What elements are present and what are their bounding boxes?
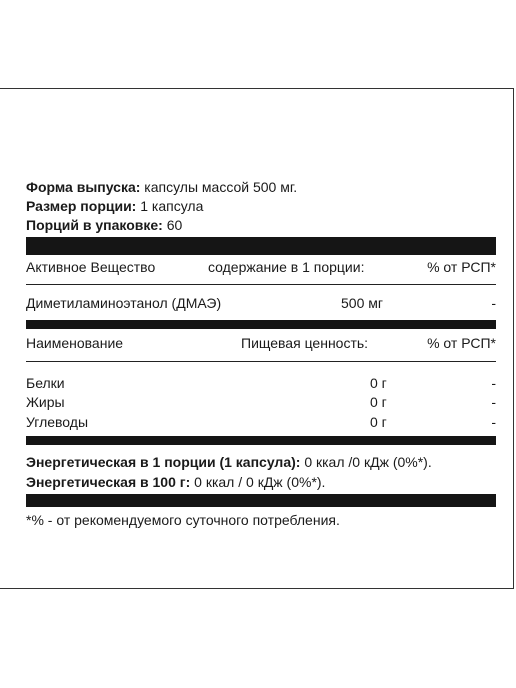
- divider: [26, 361, 496, 362]
- nutrition-header-rsp: % от РСП*: [427, 335, 496, 351]
- thick-divider-bottom: [26, 494, 496, 507]
- energy-per-100g-value: 0 ккал / 0 кДж (0%*).: [190, 474, 326, 490]
- energy-per-serving: [26, 453, 432, 471]
- nutrient-rsp: -: [491, 375, 496, 391]
- nutrient-name: Белки: [26, 375, 65, 391]
- nutrient-rsp: -: [491, 394, 496, 410]
- thick-divider-top: [26, 237, 496, 255]
- active-row-rsp: -: [491, 295, 496, 311]
- energy-per-serving-label: Энергетическая в 1 порции (1 капсула):: [26, 454, 301, 470]
- form-value: капсулы массой 500 мг.: [140, 179, 298, 195]
- active-row-name: Диметиламиноэтанол (ДМАЭ): [26, 295, 222, 311]
- nutrient-name: Углеводы: [26, 414, 89, 430]
- energy-per-serving-value: 0 ккал /0 кДж (0%*).: [300, 454, 432, 470]
- form-line: [26, 178, 297, 196]
- serving-label: Размер порции:: [26, 198, 137, 214]
- active-header-rsp: % от РСП*: [427, 259, 496, 275]
- divider: [26, 284, 496, 285]
- nutrient-value: 0 г: [370, 394, 387, 410]
- nutrient-rsp: -: [491, 414, 496, 430]
- form-label: Форма выпуска:: [26, 179, 141, 195]
- energy-per-100g: [26, 473, 325, 491]
- nutrient-value: 0 г: [370, 414, 387, 430]
- nutrition-header-name: Наименование: [26, 335, 124, 351]
- serving-value: 1 капсула: [136, 198, 204, 214]
- active-row-content: 500 мг: [341, 295, 383, 311]
- active-header-content: содержание в 1 порции:: [208, 259, 365, 275]
- serving-line: [26, 197, 203, 215]
- footnote: *% - от рекомендуемого суточного потребления.: [26, 512, 340, 528]
- servings-label: Порций в упаковке:: [26, 217, 163, 233]
- nutrient-name: Жиры: [26, 394, 65, 410]
- active-header-name: Активное Вещество: [26, 259, 156, 275]
- nutrition-header-value: Пищевая ценность:: [241, 335, 369, 351]
- medium-divider: [26, 320, 496, 329]
- servings-line: [26, 216, 182, 234]
- medium-divider: [26, 436, 496, 445]
- nutrient-value: 0 г: [370, 375, 387, 391]
- servings-value: 60: [162, 217, 183, 233]
- energy-per-100g-label: Энергетическая в 100 г:: [26, 474, 191, 490]
